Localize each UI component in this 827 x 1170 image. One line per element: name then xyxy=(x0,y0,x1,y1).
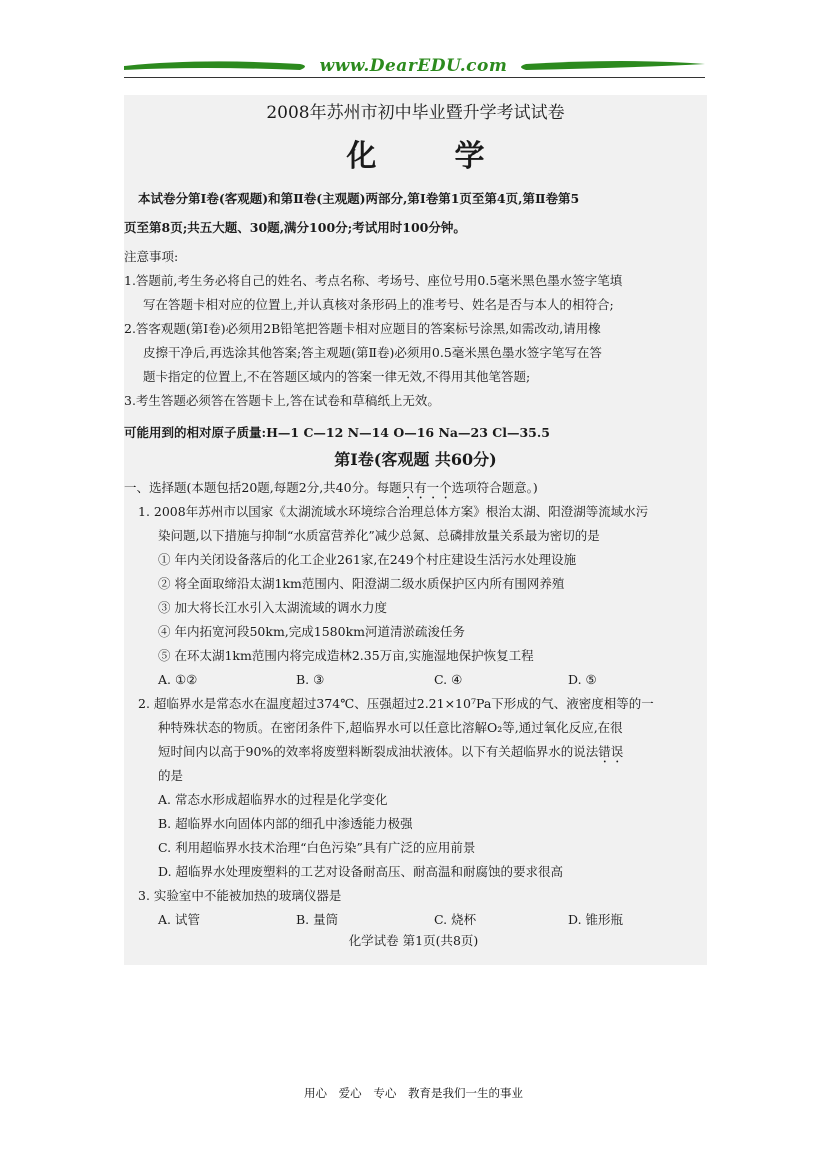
q2-option-c: C. 利用超临界水技术治理“白色污染”具有广泛的应用前景 xyxy=(158,840,476,855)
q1-stem-b: 染问题,以下措施与抑制“水质富营养化”减少总氮、总磷排放量关系最为密切的是 xyxy=(158,528,600,543)
q2-stem-c-emphasis: 错误 xyxy=(598,744,624,759)
part1-text-pre: 一、选择题(本题包括20题,每题2分,共40分。每题 xyxy=(124,480,402,495)
q3-option-b: B. 量筒 xyxy=(296,912,339,927)
note-1a: 1.答题前,考生务必将自己的姓名、考点名称、考场号、座位号用0.5毫米黑色墨水签字笔填 xyxy=(124,273,623,288)
q1-item-2: ② 将全面取缔沿太湖1km范围内、阳澄湖二级水质保护区内所有围网养殖 xyxy=(158,576,565,591)
part1-text-emphasis: 只有一个 xyxy=(401,480,452,495)
notes-heading: 注意事项: xyxy=(124,249,179,264)
q1-option-a: A. ①② xyxy=(158,672,198,687)
q2-stem-c-text: 短时间内以高于90%的效率将废塑料断裂成油状液体。以下有关超临界水的说法 xyxy=(158,744,599,759)
site-slogan: 用心 爱心 专心 教育是我们一生的事业 xyxy=(304,1086,523,1100)
q1-option-b: B. ③ xyxy=(296,672,325,687)
q2-stem-b: 种特殊状态的物质。在密闭条件下,超临界水可以任意比溶解O₂等,通过氧化反应,在很 xyxy=(158,720,623,735)
q1-stem-a: 1. 2008年苏州市以国家《太湖流域水环境综合治理总体方案》根治太湖、阳澄湖等流域水污 xyxy=(138,504,649,519)
note-2c: 题卡指定的位置上,不在答题区域内的答案一律无效,不得用其他笔答题; xyxy=(143,369,531,384)
atomic-masses: 可能用到的相对原子质量:H—1 C—12 N—14 O—16 Na—23 Cl—35.5 xyxy=(124,425,550,440)
intro-line-2: 页至第8页;共五大题、30题,满分100分;考试用时100分钟。 xyxy=(124,220,466,235)
part1-instructions xyxy=(124,480,538,502)
q1-item-5: ⑤ 在环太湖1km范围内将完成造林2.35万亩,实施湿地保护恢复工程 xyxy=(158,648,534,663)
note-1b: 写在答题卡相对应的位置上,并认真核对条形码上的准考号、姓名是否与本人的相符合; xyxy=(143,297,614,312)
q1-item-1: ① 年内关闭设备落后的化工企业261家,在249个村庄建设生活污水处理设施 xyxy=(158,552,577,567)
q3-option-a: A. 试管 xyxy=(158,912,200,927)
note-3: 3.考生答题必须答在答题卡上,答在试卷和草稿纸上无效。 xyxy=(124,393,440,408)
exam-page-footer: 化学试卷 第1页(共8页) xyxy=(348,933,479,948)
header-divider xyxy=(124,77,705,78)
exam-subject: 化学 xyxy=(346,139,563,174)
q1-option-d: D. ⑤ xyxy=(568,672,597,687)
section-title: 第Ⅰ卷(客观题 共60分) xyxy=(334,450,497,469)
part1-text-post: 选项符合题意。) xyxy=(451,480,538,495)
exam-title: 2008年苏州市初中毕业暨升学考试试卷 xyxy=(266,103,565,123)
q3-option-c: C. 烧杯 xyxy=(434,912,477,927)
q3-option-d: D. 锥形瓶 xyxy=(568,912,624,927)
site-url-logo: www.DearEDU.com xyxy=(319,56,508,76)
q2-option-a: A. 常态水形成超临界水的过程是化学变化 xyxy=(158,792,388,807)
q2-stem-c xyxy=(158,744,623,766)
note-2a: 2.答客观题(第Ⅰ卷)必须用2B铅笔把答题卡相对应题目的答案标号涂黑,如需改动,请用橡 xyxy=(124,321,601,336)
q3-stem: 3. 实验室中不能被加热的玻璃仪器是 xyxy=(138,888,342,903)
q2-option-d: D. 超临界水处理废塑料的工艺对设备耐高压、耐高温和耐腐蚀的要求很高 xyxy=(158,864,564,879)
q2-stem-d: 的是 xyxy=(158,768,184,783)
q1-option-c: C. ④ xyxy=(434,672,463,687)
site-header xyxy=(0,0,827,90)
intro-line-1: 本试卷分第Ⅰ卷(客观题)和第Ⅱ卷(主观题)两部分,第Ⅰ卷第1页至第4页,第Ⅱ卷第5 xyxy=(138,191,580,206)
q2-stem-a: 2. 超临界水是常态水在温度超过374℃、压强超过2.21×10⁷Pa下形成的气、液密度相等的一 xyxy=(138,696,654,711)
exam-page-scan xyxy=(124,95,707,965)
q1-item-4: ④ 年内拓宽河段50km,完成1580km河道清淤疏浚任务 xyxy=(158,624,466,639)
q2-option-b: B. 超临界水向固体内部的细孔中渗透能力极强 xyxy=(158,816,413,831)
note-2b: 皮擦干净后,再选涂其他答案;答主观题(第Ⅱ卷)必须用0.5毫米黑色墨水签字笔写在答 xyxy=(143,345,602,360)
q1-item-3: ③ 加大将长江水引入太湖流域的调水力度 xyxy=(158,600,387,615)
